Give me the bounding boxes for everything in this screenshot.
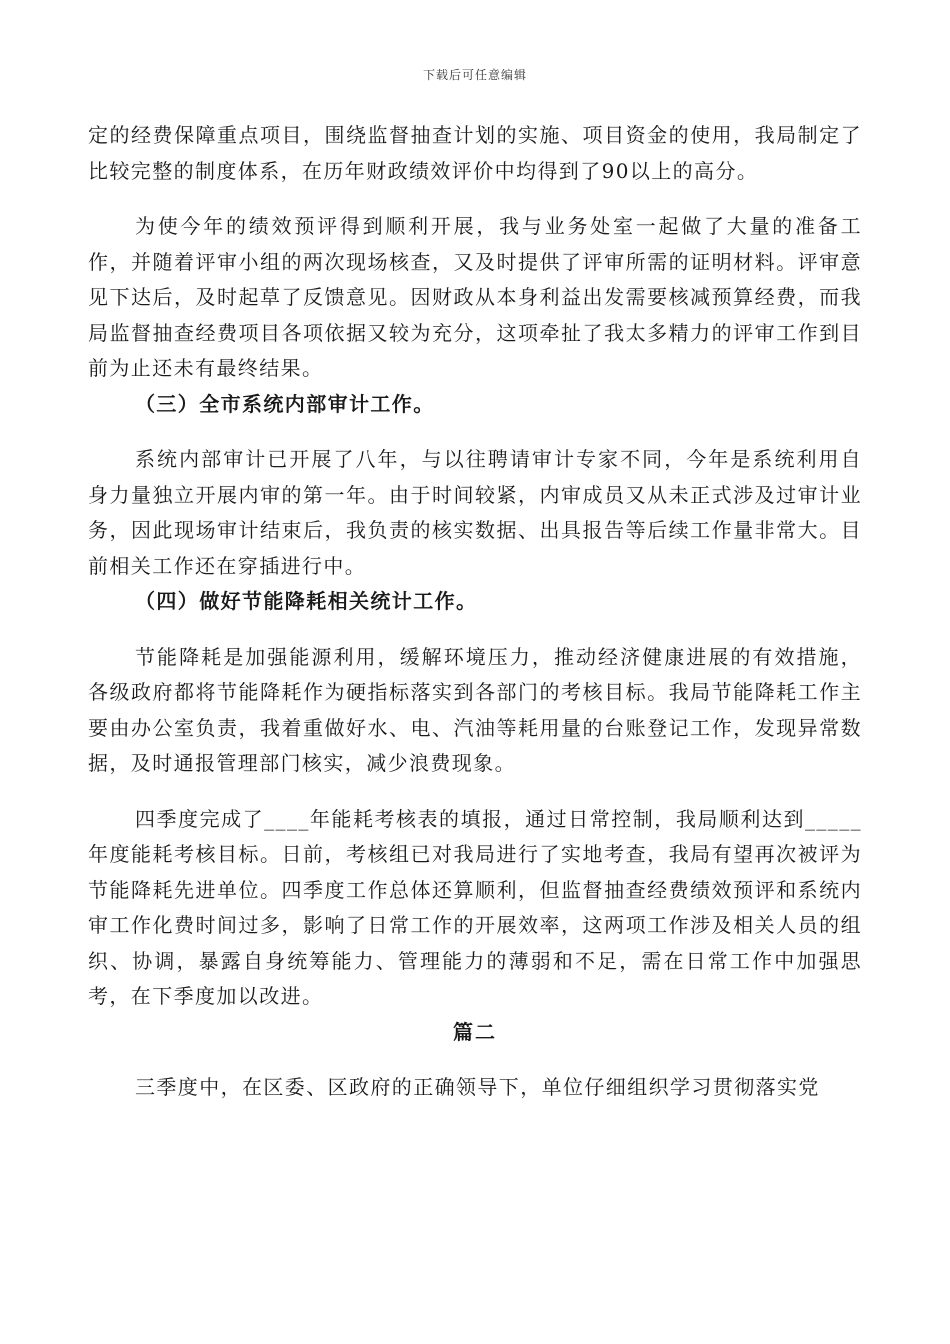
- section-title: 篇二: [453, 1019, 497, 1044]
- paragraph-budget-projects: 定的经费保障重点项目，围绕监督抽查计划的实施、项目资金的使用，我局制定了比较完整的制度体系，在历年财政绩效评价中均得到了90以上的高分。: [88, 123, 862, 183]
- paragraph-performance-review: 为使今年的绩效预评得到顺利开展，我与业务处室一起做了大量的准备工作，并随着评审小组的两次现场核查，又及时提供了评审所需的证明材料。评审意见下达后，及时起草了反馈意见。因财政从本身利益出发需要核减预算经费，而我局监督抽查经费项目各项依据又较为充分，这项牵扯了我太多精力的评审工作到目前为止还未有最终结果。: [88, 214, 862, 380]
- page-header: 下载后可任意编辑: [422, 68, 527, 82]
- document-body: [88, 118, 862, 1106]
- paragraph-energy-saving: 节能降耗是加强能源利用，缓解环境压力，推动经济健康进展的有效措施，各级政府都将节能降耗作为硬指标落实到各部门的考核目标。我局节能降耗工作主要由办公室负责，我着重做好水、电、汽油等耗用量的台账登记工作，发现异常数据，及时通报管理部门核实，减少浪费现象。: [88, 644, 862, 775]
- paragraph-internal-audit: 系统内部审计已开展了八年，与以往聘请审计专家不同，今年是系统利用自身力量独立开展内审的第一年。由于时间较紧，内审成员又从未正式涉及过审计业务，因此现场审计结束后，我负责的核实数据、出具报告等后续工作量非常大。目前相关工作还在穿插进行中。: [88, 447, 862, 578]
- heading-internal-audit: （三）全市系统内部审计工作。: [135, 391, 435, 416]
- paragraph-third-quarter: 三季度中，在区委、区政府的正确领导下，单位仔细组织学习贯彻落实党: [135, 1075, 820, 1099]
- paragraph-fourth-quarter: 四季度完成了____年能耗考核表的填报，通过日常控制，我局顺利达到_____年度能耗考核目标。日前，考核组已对我局进行了实地考查，我局有望再次被评为节能降耗先进单位。四季度工作总体还算顺利，但监督抽查经费绩效预评和系统内审工作化费时间过多，影响了日常工作的开展效率，这两项工作涉及相关人员的组织、协调，暴露自身统筹能力、管理能力的薄弱和不足，需在日常工作中加强思考，在下季度加以改进。: [88, 806, 862, 1008]
- heading-energy-saving: （四）做好节能降耗相关统计工作。: [135, 589, 478, 613]
